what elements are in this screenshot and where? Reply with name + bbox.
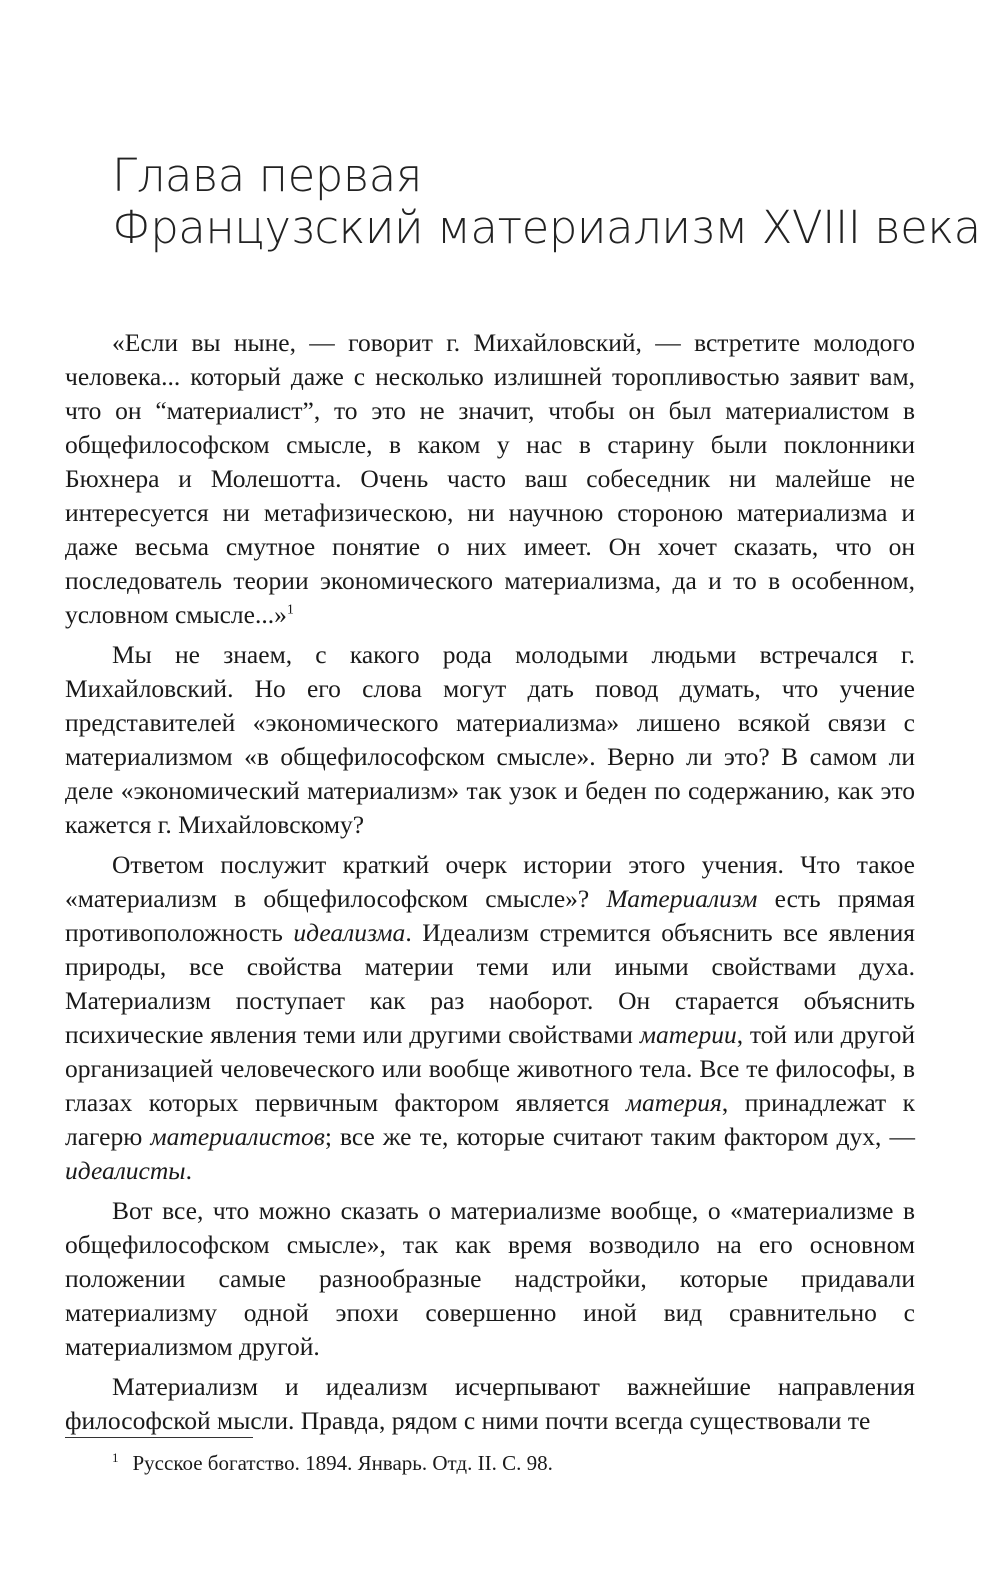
chapter-heading [112,150,981,254]
emphasis: материя [625,1088,722,1117]
paragraph-5: Материализм и идеализм исчерпывают важнейшие направления философской мысли. Правда, рядом с ними почти всегда существовали те [65,1372,915,1435]
emphasis: материалистов [150,1122,325,1151]
paragraph-3 [65,848,915,1188]
chapter-title: Французский материализм XVIII века [112,201,981,254]
paragraph-4: Вот все, что можно сказать о материализме вообще, о «материализме в общефилософском смысле», так как время возводило на его основном положении самые разнообразные надстройки, которые придавали материализму одной эпохи совершенно иной вид сравнительно с материализмом другой. [65,1196,915,1361]
footnote [112,1444,553,1477]
footnote-text: Русское богатство. 1894. Январь. Отд. II. С. 98. [132,1451,553,1475]
paragraph-3-text: ; все же те, которые считают таким фактором дух, — [324,1122,915,1151]
footnote-mark: 1 [112,1450,119,1465]
emphasis: Материализм [606,884,758,913]
paragraph-3-text: . Идеализм стремится объяснить все явления природы, все свойства материи теми или иными свойствами духа. Материализм поступает как раз наоборот. Он старается объяснить психические явления теми или другими свойствами [65,918,916,1049]
footnote-reference: 1 [286,602,294,618]
paragraph-1 [65,326,915,632]
paragraph-3-text: есть прямая противоположность [65,884,915,947]
footnote-divider [65,1437,253,1438]
body-text [65,326,915,1438]
emphasis: идеализма [293,918,406,947]
paragraph-3-text: Ответом послужит краткий очерк истории этого учения. Что такое «материализм в общефилософском смысле»? [65,850,915,913]
paragraph-2: Мы не знаем, с какого рода молодыми людьми встречался г. Михайловский. Но его слова могут дать повод думать, что учение представителей «экономического материализма» лишено всякой связи с материализмом «в общефилософском смысле». Верно ли это? В самом ли деле «экономический материализм» так узок и беден по содержанию, как это кажется г. Михайловскому? [65,640,915,839]
paragraph-3-text: , той или другой организацией человеческого или вообще животного тела. Все те философы, в глазах которых первичным фактором является [65,1020,915,1117]
emphasis: материи [639,1020,737,1049]
chapter-number-title: Глава первая [112,149,422,202]
paragraph-3-text: . [185,1156,192,1185]
paragraph-1-text: «Если вы ныне, — говорит г. Михайловский, — встретите молодого человека... который даже с несколько излишней торопливостью заявит вам, что он “материалист”, то это не значит, чтобы он был материалистом в общефилософском смысле, в каком у нас в старину были поклонники Бюхнера и Молешотта. Очень часто ваш собеседник ни малейше не интересуется ни метафизическою, ни научною стороною материализма и даже весьма смутное понятие о них имеет. Он хочет сказать, что он последователь теории экономического материализма, да и то в особенном, условном смысле...» [65,328,915,629]
emphasis: идеалисты [65,1156,186,1185]
paragraph-3-text: , принадлежат к лагерю [65,1088,916,1151]
